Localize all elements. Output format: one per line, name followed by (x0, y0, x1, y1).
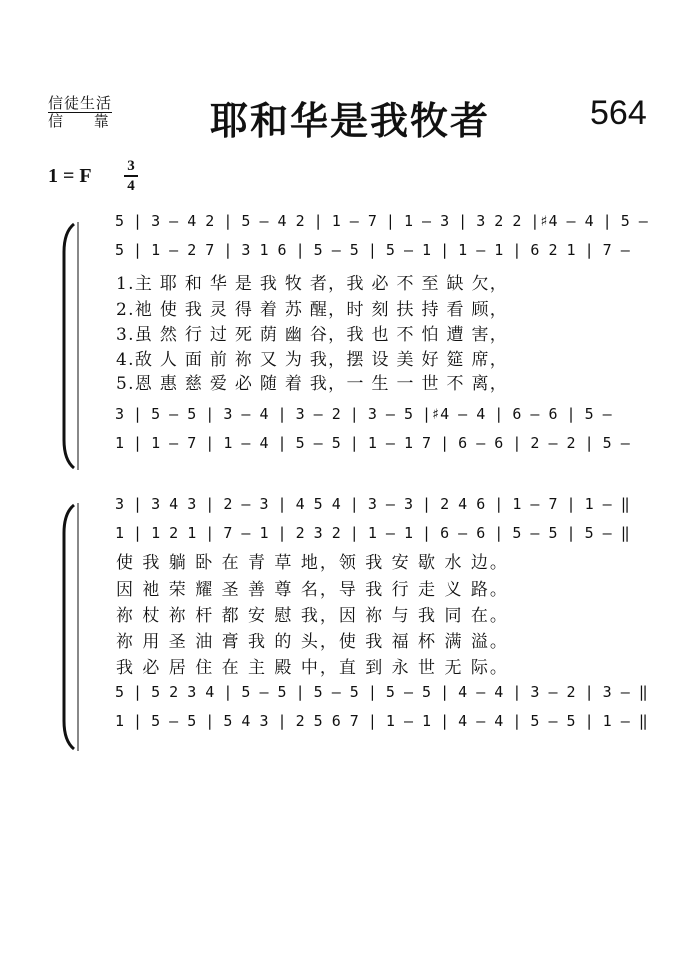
time-signature-bar (124, 175, 138, 177)
time-signature (124, 158, 138, 194)
system-1-verse-3: 3.虽 然 行 过 死 荫 幽 谷，我 也 不 怕 遭 害， (116, 325, 509, 345)
system-1-tenor: 3 | 5 – 5 | 3 – 4 | 3 – 2 | 3 – 5 |♯4 – 4 | 6 – 6 | 5 – (115, 405, 612, 423)
system-2-tenor: 5 | 5 2 3 4 | 5 – 5 | 5 – 5 | 5 – 5 | 4 – 4 | 3 – 2 | 3 – ‖ (115, 683, 648, 701)
system-2-verse-3: 祢 杖 祢 杆 都 安 慰 我，因 祢 与 我 同 在。 (116, 606, 509, 626)
hymn-number: 564 (590, 94, 647, 132)
system-2-soprano: 3 | 3 4 3 | 2 – 3 | 4 5 4 | 3 – 3 | 2 4 6 | 1 – 7 | 1 – ‖ (115, 495, 630, 513)
system-1-soprano: 5 | 3 – 4 2 | 5 – 4 2 | 1 – 7 | 1 – 3 | 3 2 2 |♯4 – 4 | 5 – (115, 212, 648, 230)
hymn-category (48, 95, 122, 129)
system-1-verse-5: 5.恩 惠 慈 爱 必 随 着 我，一 生 一 世 不 离， (116, 374, 509, 394)
time-signature-bottom: 4 (127, 177, 135, 194)
system-1-alto: 5 | 1 – 2 7 | 3 1 6 | 5 – 5 | 5 – 1 | 1 – 1 | 6 2 1 | 7 – (115, 241, 630, 259)
category-line-1: 信徒生活 (48, 94, 113, 112)
time-signature-top: 3 (127, 158, 135, 174)
system-1-brace (58, 222, 82, 470)
system-2-alto: 1 | 1 2 1 | 7 – 1 | 2 3 2 | 1 – 1 | 6 – 6 | 5 – 5 | 5 – ‖ (115, 524, 630, 542)
system-2-verse-5: 我 必 居 住 在 主 殿 中，直 到 永 世 无 际。 (116, 658, 509, 678)
key-signature: 1 = F (48, 165, 92, 187)
hymn-title: 耶和华是我牧者 (210, 99, 491, 143)
system-2-verse-4: 祢 用 圣 油 膏 我 的 头，使 我 福 杯 满 溢。 (116, 632, 509, 652)
system-1-verse-4: 4.敌 人 面 前 祢 又 为 我，摆 设 美 好 筵 席， (116, 350, 509, 370)
category-line-2: 信 靠 (48, 112, 122, 130)
system-2-verse-2: 因 祂 荣 耀 圣 善 尊 名，导 我 行 走 义 路。 (116, 580, 509, 600)
system-2-brace (58, 503, 82, 751)
system-2-verse-1: 使 我 躺 卧 在 青 草 地，领 我 安 歇 水 边。 (116, 553, 509, 573)
system-1-verse-2: 2.祂 使 我 灵 得 着 苏 醒，时 刻 扶 持 看 顾， (116, 300, 509, 320)
system-1-verse-1: 1.主 耶 和 华 是 我 牧 者，我 必 不 至 缺 欠， (116, 274, 509, 294)
system-1-bass: 1 | 1 – 7 | 1 – 4 | 5 – 5 | 1 – 1 7 | 6 – 6 | 2 – 2 | 5 – (115, 434, 630, 452)
system-2-bass: 1 | 5 – 5 | 5 4 3 | 2 5 6 7 | 1 – 1 | 4 – 4 | 5 – 5 | 1 – ‖ (115, 712, 648, 730)
